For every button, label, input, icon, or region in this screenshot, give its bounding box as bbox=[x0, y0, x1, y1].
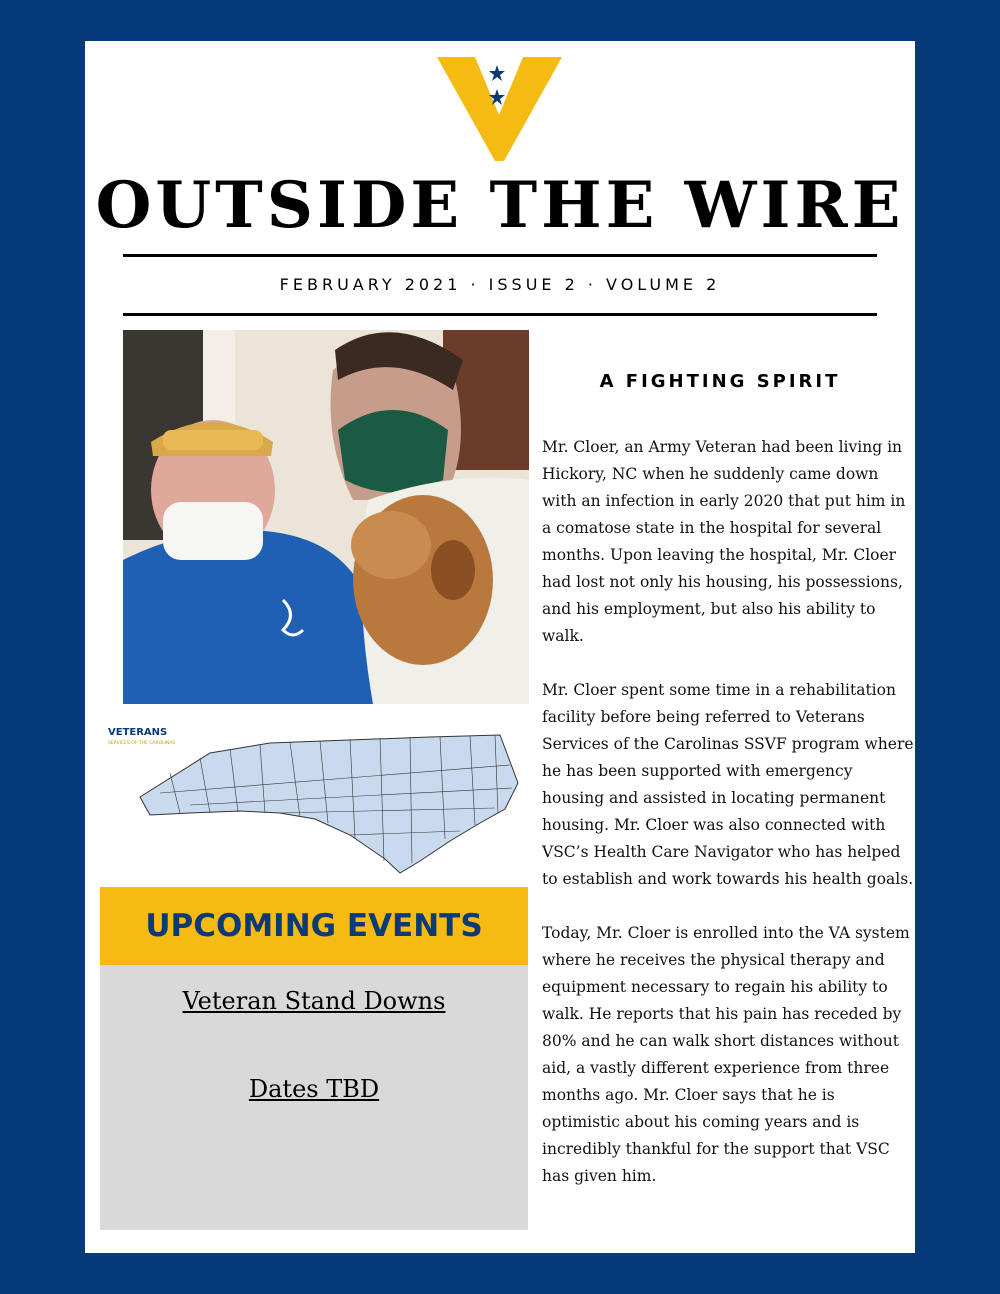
article-title: A FIGHTING SPIRIT bbox=[599, 371, 841, 392]
masthead-rule-top bbox=[123, 254, 877, 257]
upcoming-events-panel bbox=[100, 965, 528, 1230]
veteran-photo bbox=[123, 330, 529, 704]
issue-line: FEBRUARY 2021 · ISSUE 2 · VOLUME 2 bbox=[279, 275, 721, 294]
article-paragraph: Mr. Cloer spent some time in a rehabilitation facility before being referred to Veterans Services of the Carolinas SSVF program where he has been supported with emergency housing and assisted in locating permanent housing. Mr. Cloer was also connected with VSC’s Health Care Navigator who has helped to establish and work towards his health goals. bbox=[542, 681, 914, 888]
v-star-logo-icon bbox=[437, 57, 562, 161]
article-paragraph: Mr. Cloer, an Army Veteran had been living in Hickory, NC when he suddenly came down with an infection in early 2020 that put him in a comatose state in the hospital for several months. Upon leaving the hospital, Mr. Cloer had lost not only his housing, his possessions, and his employment, but also his ability to walk. bbox=[542, 438, 906, 645]
masthead-rule-bottom bbox=[123, 313, 877, 316]
masthead-title: OUTSIDE THE WIRE bbox=[95, 168, 905, 243]
event-dates-tbd-link[interactable]: Dates TBD bbox=[248, 1075, 380, 1103]
newsletter-page bbox=[85, 41, 915, 1253]
article-body bbox=[542, 434, 914, 1217]
nc-county-map bbox=[100, 713, 525, 883]
article-paragraph: Today, Mr. Cloer is enrolled into the VA system where he receives the physical therapy and equipment necessary to regain his ability to walk. He reports that his pain has receded by 80% and he can walk short distances without aid, a vastly different experience from three months ago. Mr. Cloer says that he is optimistic about his coming years and is incredibly thankful for the support that VSC has given him. bbox=[542, 924, 910, 1185]
upcoming-events-header bbox=[100, 887, 528, 965]
upcoming-events-heading: UPCOMING EVENTS bbox=[145, 908, 483, 944]
event-veteran-stand-downs-link[interactable]: Veteran Stand Downs bbox=[182, 987, 446, 1015]
map-brand: VETERANS bbox=[108, 727, 168, 738]
map-brand-sub: SERVICES OF THE CAROLINAS bbox=[108, 741, 176, 746]
